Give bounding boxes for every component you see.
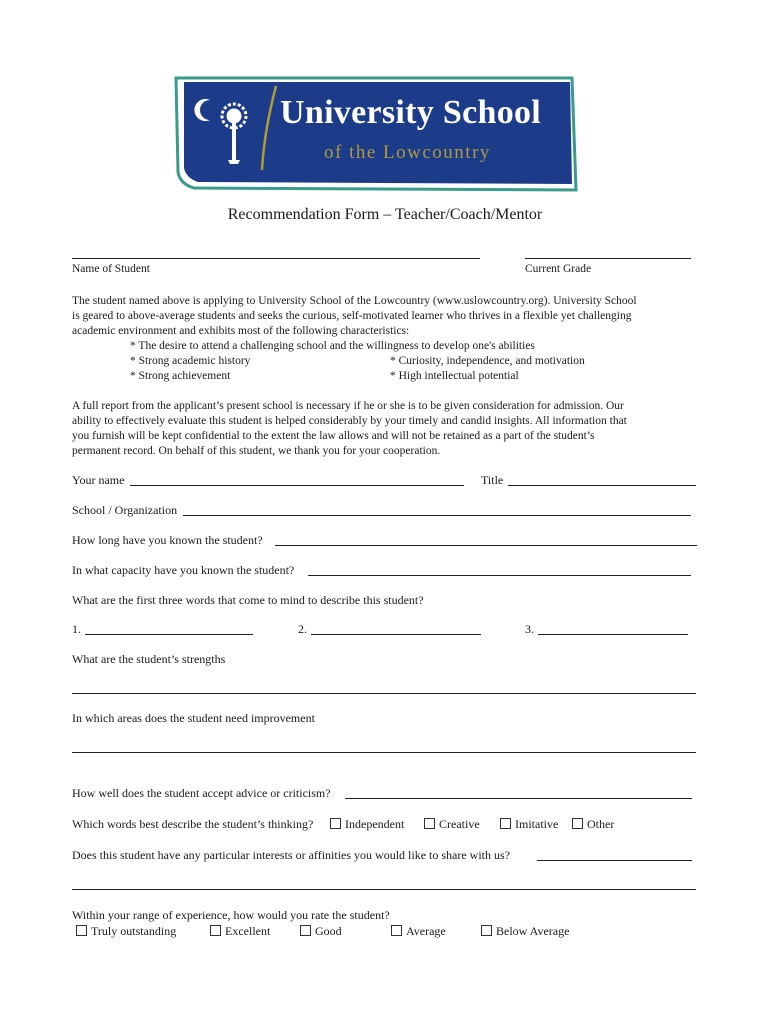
option-label: Creative [439,817,480,831]
option-label: Other [587,817,615,831]
option-label: Truly outstanding [91,924,177,938]
word-2-label: 2. [298,622,307,636]
word-3-label: 3. [525,622,534,636]
interests-label: Does this student have any particular interests or affinities you would like to share with us? [72,848,511,862]
characteristic-item: * Strong achievement [130,370,231,382]
rating-option-good[interactable] [300,924,342,939]
logo-name: University School [280,94,542,131]
report-paragraph [72,399,702,459]
thinking-option-other[interactable] [572,817,614,832]
rating-option-excellent[interactable] [210,924,270,939]
form-title: Recommendation Form – Teacher/Coach/Mentor [227,206,543,223]
word-1-label: 1. [72,622,81,636]
checkbox-icon[interactable] [300,925,311,936]
how-long-label: How long have you known the student? [72,533,263,547]
characteristic-item: * Curiosity, independence, and motivation [390,355,585,367]
three-words-label: What are the first three words that come to mind to describe this student? [72,593,424,607]
option-label: Imitative [515,817,559,831]
rating-option-below-average[interactable] [481,924,569,939]
improvement-field[interactable] [72,752,696,753]
current-grade-label: Current Grade [525,263,592,275]
intro-paragraph [72,294,702,339]
option-label: Excellent [225,924,271,938]
characteristic-item: * Strong academic history [130,355,251,367]
option-label: Independent [345,817,405,831]
how-long-field[interactable] [275,545,697,546]
thinking-label: Which words best describe the student’s thinking? [72,817,314,831]
intro-line: is geared to above-average students and seeks the curious, self-motivated learner who thrives in a flexible yet challenging [72,310,632,322]
improvement-label: In which areas does the student need improvement [72,711,315,725]
advice-label: How well does the student accept advice or criticism? [72,786,331,800]
current-grade-field[interactable] [525,258,691,259]
characteristic-item: * High intellectual potential [390,370,519,382]
school-logo [172,72,578,192]
report-line: ability to effectively evaluate this student is helped considerably by your timely and candid insights. All information that [72,415,627,427]
thinking-option-imitative[interactable] [500,817,558,832]
rating-option-average[interactable] [391,924,446,939]
interests-field[interactable] [537,860,692,861]
word-2-field[interactable] [311,634,481,635]
checkbox-icon[interactable] [500,818,511,829]
school-field[interactable] [183,515,691,516]
thinking-option-independent[interactable] [330,817,404,832]
checkbox-icon[interactable] [210,925,221,936]
checkbox-icon[interactable] [424,818,435,829]
report-line: you furnish will be kept confidential to the extent the law allows and will not be retained as a part of the student’s [72,430,595,442]
capacity-label: In what capacity have you known the student? [72,563,295,577]
checkbox-icon[interactable] [330,818,341,829]
school-logo-graphic [172,72,578,192]
checkbox-icon[interactable] [76,925,87,936]
checkbox-icon[interactable] [481,925,492,936]
your-name-label: Your name [72,473,125,487]
option-label: Below Average [496,924,570,938]
title-field[interactable] [508,485,696,486]
advice-field[interactable] [345,798,692,799]
interests-field-extra[interactable] [72,889,696,890]
report-line: A full report from the applicant’s present school is necessary if he or she is to be given consideration for admission. Our [72,400,624,412]
student-name-field[interactable] [72,258,480,259]
checkbox-icon[interactable] [572,818,583,829]
student-name-label: Name of Student [72,263,150,275]
report-line: permanent record. On behalf of this student, we thank you for your cooperation. [72,445,441,457]
word-3-field[interactable] [538,634,688,635]
logo-subtitle: of the Lowcountry [324,142,491,163]
strengths-label: What are the student’s strengths [72,652,226,666]
rating-option-outstanding[interactable] [76,924,176,939]
intro-line: academic environment and exhibits most of the following characteristics: [72,325,410,337]
capacity-field[interactable] [308,575,691,576]
option-label: Good [315,924,342,938]
school-label: School / Organization [72,503,178,517]
intro-line: The student named above is applying to University School of the Lowcountry (www.uslowcountry.org). University School [72,295,637,307]
characteristic-item: * The desire to attend a challenging school and the willingness to develop one's abilities [130,340,535,352]
strengths-field[interactable] [72,693,696,694]
rating-label: Within your range of experience, how would you rate the student? [72,908,390,922]
thinking-option-creative[interactable] [424,817,480,832]
your-name-field[interactable] [130,485,464,486]
option-label: Average [406,924,446,938]
title-label: Title [481,473,504,487]
word-1-field[interactable] [85,634,253,635]
checkbox-icon[interactable] [391,925,402,936]
